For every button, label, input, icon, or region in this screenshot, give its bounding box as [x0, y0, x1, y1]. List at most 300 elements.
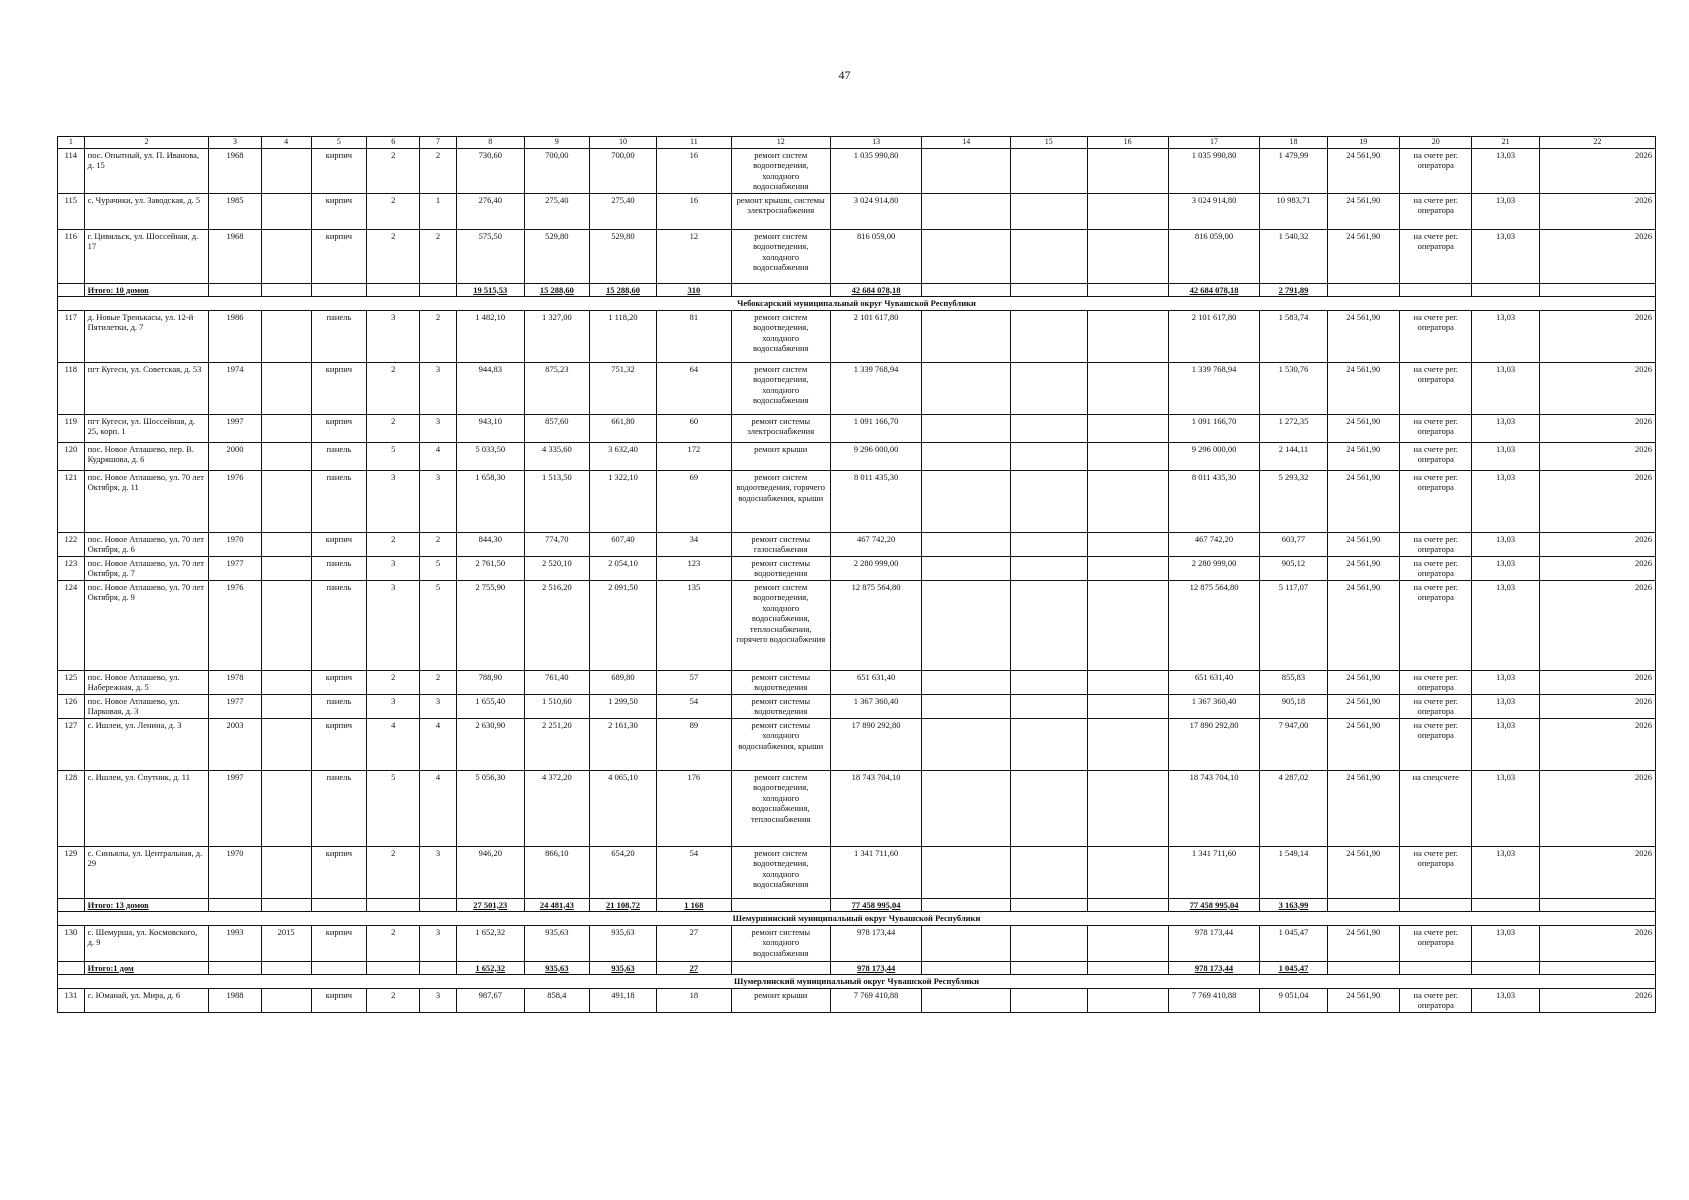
subtotal-cost-per-m2: 2 791,89 — [1260, 283, 1327, 297]
premises-area-cell: 1 510,60 — [524, 694, 589, 718]
col21-cell: 13,03 — [1472, 470, 1539, 532]
subtotal-cost-owners: 978 173,44 — [1168, 961, 1260, 975]
cost-per-m2-cell: 10 983,71 — [1260, 193, 1327, 229]
subtotal-blank — [209, 961, 261, 975]
cost-per-m2-cell: 1 272,35 — [1260, 414, 1327, 442]
year-renovated-cell — [261, 694, 311, 718]
district-section-row — [58, 297, 1656, 311]
col21-cell: 13,03 — [1472, 846, 1539, 898]
table-row — [58, 414, 1656, 442]
total-area-cell: 844,30 — [456, 532, 524, 556]
subtotal-blank — [1327, 898, 1399, 912]
subtotal-blank — [261, 961, 311, 975]
row-number: 114 — [58, 148, 85, 193]
subtotal-total-area: 19 515,53 — [456, 283, 524, 297]
address-cell: с. Ишлеи, ул. Спутник, д. 11 — [84, 770, 209, 846]
col21-cell: 13,03 — [1472, 925, 1539, 961]
residents-cell: 64 — [657, 362, 732, 414]
wall-material-cell: кирпич — [311, 148, 366, 193]
table-row — [58, 193, 1656, 229]
table-row — [58, 229, 1656, 283]
subtotal-blank — [367, 961, 420, 975]
subtotal-blank — [1472, 898, 1539, 912]
cost-local-cell — [1087, 362, 1168, 414]
table-row — [58, 670, 1656, 694]
floors-cell: 2 — [367, 362, 420, 414]
cost-federal-cell — [922, 310, 1010, 362]
address-cell: пос. Новое Атлашево, ул. 70 лет Октября, д. 9 — [84, 580, 209, 670]
cost-local-cell — [1087, 925, 1168, 961]
subtotal-label: Итого:1 дом — [84, 961, 209, 975]
subtotal-residents: 1 168 — [657, 898, 732, 912]
residents-cell: 16 — [657, 148, 732, 193]
col21-cell: 13,03 — [1472, 310, 1539, 362]
premises-area-cell: 2 251,20 — [524, 718, 589, 770]
limit-cost-cell: 24 561,90 — [1327, 362, 1399, 414]
cost-per-m2-cell: 855,83 — [1260, 670, 1327, 694]
cost-federal-cell — [922, 148, 1010, 193]
residents-cell: 57 — [657, 670, 732, 694]
wall-material-cell: панель — [311, 694, 366, 718]
fund-account-cell: на счете рег. оператора — [1400, 988, 1472, 1012]
cost-federal-cell — [922, 718, 1010, 770]
floors-cell: 2 — [367, 532, 420, 556]
fund-account-cell: на счете рег. оператора — [1400, 414, 1472, 442]
cost-regional-cell — [1010, 193, 1087, 229]
subtotal-total-area: 27 501,23 — [456, 898, 524, 912]
row-number: 118 — [58, 362, 85, 414]
fund-account-cell: на счете рег. оператора — [1400, 846, 1472, 898]
cost-owners-cell: 7 769 410,88 — [1168, 988, 1260, 1012]
residents-cell: 34 — [657, 532, 732, 556]
year-renovated-cell — [261, 229, 311, 283]
subtotal-blank — [311, 898, 366, 912]
total-area-cell: 2 630,90 — [456, 718, 524, 770]
work-type-cell: ремонт систем водоотведения, горячего водоснабжения, крыши — [731, 470, 830, 532]
premises-area-cell: 4 372,20 — [524, 770, 589, 846]
year-renovated-cell — [261, 470, 311, 532]
residents-cell: 54 — [657, 846, 732, 898]
cost-total-cell: 18 743 704,10 — [830, 770, 922, 846]
residential-area-cell: 661,80 — [589, 414, 656, 442]
table-row — [58, 925, 1656, 961]
floors-cell: 3 — [367, 580, 420, 670]
cost-local-cell — [1087, 580, 1168, 670]
subtotal-blank — [1010, 961, 1087, 975]
residential-area-cell: 700,00 — [589, 148, 656, 193]
subtotal-blank — [209, 898, 261, 912]
completion-year-cell: 2026 — [1539, 470, 1655, 532]
cost-per-m2-cell: 1 583,74 — [1260, 310, 1327, 362]
col21-cell: 13,03 — [1472, 229, 1539, 283]
cost-total-cell: 1 341 711,60 — [830, 846, 922, 898]
subtotal-blank — [1472, 961, 1539, 975]
subtotal-blank — [1087, 283, 1168, 297]
year-built-cell: 1985 — [209, 193, 261, 229]
address-cell: с. Юманай, ул. Мира, д. 6 — [84, 988, 209, 1012]
premises-area-cell: 529,80 — [524, 229, 589, 283]
address-cell: г. Цивильск, ул. Шоссейная, д. 17 — [84, 229, 209, 283]
year-renovated-cell — [261, 556, 311, 580]
row-number: 116 — [58, 229, 85, 283]
cost-total-cell: 1 339 768,94 — [830, 362, 922, 414]
address-cell: пос. Новое Атлашево, ул. 70 лет Октября, д. 7 — [84, 556, 209, 580]
entrances-cell: 3 — [420, 362, 456, 414]
subtotal-blank — [1400, 283, 1472, 297]
year-built-cell: 2003 — [209, 718, 261, 770]
year-built-cell: 1988 — [209, 988, 261, 1012]
subtotal-label: Итого: 13 домов — [84, 898, 209, 912]
cost-federal-cell — [922, 580, 1010, 670]
cost-local-cell — [1087, 770, 1168, 846]
column-number-17: 17 — [1168, 137, 1260, 149]
subtotal-blank — [1327, 283, 1399, 297]
limit-cost-cell: 24 561,90 — [1327, 193, 1399, 229]
table-row — [58, 442, 1656, 470]
residential-area-cell: 607,40 — [589, 532, 656, 556]
limit-cost-cell: 24 561,90 — [1327, 532, 1399, 556]
subtotal-blank — [1539, 961, 1655, 975]
year-built-cell: 2000 — [209, 442, 261, 470]
total-area-cell: 1 482,10 — [456, 310, 524, 362]
cost-owners-cell: 1 341 711,60 — [1168, 846, 1260, 898]
limit-cost-cell: 24 561,90 — [1327, 148, 1399, 193]
residential-area-cell: 751,32 — [589, 362, 656, 414]
cost-regional-cell — [1010, 718, 1087, 770]
col21-cell: 13,03 — [1472, 193, 1539, 229]
cost-owners-cell: 3 024 914,80 — [1168, 193, 1260, 229]
work-type-cell: ремонт системы водоотведения — [731, 694, 830, 718]
subtotal-blank — [1010, 283, 1087, 297]
floors-cell: 3 — [367, 694, 420, 718]
address-cell: пгт Кугеси, ул. Советская, д. 53 — [84, 362, 209, 414]
cost-regional-cell — [1010, 310, 1087, 362]
fund-account-cell: на счете рег. оператора — [1400, 470, 1472, 532]
year-renovated-cell — [261, 310, 311, 362]
premises-area-cell: 4 335,60 — [524, 442, 589, 470]
year-renovated-cell — [261, 770, 311, 846]
subtotal-blank — [58, 898, 85, 912]
column-number-12: 12 — [731, 137, 830, 149]
limit-cost-cell: 24 561,90 — [1327, 670, 1399, 694]
column-number-19: 19 — [1327, 137, 1399, 149]
column-number-15: 15 — [1010, 137, 1087, 149]
cost-federal-cell — [922, 229, 1010, 283]
cost-local-cell — [1087, 470, 1168, 532]
total-area-cell: 788,90 — [456, 670, 524, 694]
subtotal-premises-area: 15 288,60 — [524, 283, 589, 297]
cost-owners-cell: 1 035 990,80 — [1168, 148, 1260, 193]
wall-material-cell: кирпич — [311, 229, 366, 283]
work-type-cell: ремонт системы электроснабжения — [731, 414, 830, 442]
cost-federal-cell — [922, 770, 1010, 846]
premises-area-cell: 774,70 — [524, 532, 589, 556]
row-number: 121 — [58, 470, 85, 532]
limit-cost-cell: 24 561,90 — [1327, 694, 1399, 718]
subtotal-premises-area: 24 481,43 — [524, 898, 589, 912]
cost-owners-cell: 816 059,00 — [1168, 229, 1260, 283]
cost-local-cell — [1087, 229, 1168, 283]
cost-owners-cell: 12 875 564,80 — [1168, 580, 1260, 670]
subtotal-residential-area: 15 288,60 — [589, 283, 656, 297]
entrances-cell: 3 — [420, 470, 456, 532]
year-built-cell: 1968 — [209, 148, 261, 193]
floors-cell: 5 — [367, 770, 420, 846]
cost-local-cell — [1087, 532, 1168, 556]
residential-area-cell: 2 054,10 — [589, 556, 656, 580]
cost-regional-cell — [1010, 670, 1087, 694]
entrances-cell: 2 — [420, 532, 456, 556]
column-number-3: 3 — [209, 137, 261, 149]
floors-cell: 3 — [367, 310, 420, 362]
year-renovated-cell — [261, 532, 311, 556]
premises-area-cell: 935,63 — [524, 925, 589, 961]
fund-account-cell: на счете рег. оператора — [1400, 580, 1472, 670]
cost-local-cell — [1087, 694, 1168, 718]
subtotal-cost-per-m2: 3 163,99 — [1260, 898, 1327, 912]
subtotal-blank — [261, 898, 311, 912]
subtotal-blank — [311, 283, 366, 297]
subtotal-blank — [1539, 898, 1655, 912]
cost-regional-cell — [1010, 442, 1087, 470]
total-area-cell: 575,50 — [456, 229, 524, 283]
work-type-cell: ремонт крыши — [731, 442, 830, 470]
residential-area-cell: 1 299,50 — [589, 694, 656, 718]
subtotal-blank — [1327, 961, 1399, 975]
cost-local-cell — [1087, 442, 1168, 470]
residents-cell: 81 — [657, 310, 732, 362]
completion-year-cell: 2026 — [1539, 580, 1655, 670]
row-number: 128 — [58, 770, 85, 846]
floors-cell: 2 — [367, 846, 420, 898]
cost-regional-cell — [1010, 414, 1087, 442]
year-renovated-cell — [261, 414, 311, 442]
residents-cell: 89 — [657, 718, 732, 770]
subtotal-cost: 42 684 078,18 — [830, 283, 922, 297]
cost-federal-cell — [922, 442, 1010, 470]
district-section-row — [58, 975, 1656, 989]
subtotal-blank — [1087, 898, 1168, 912]
cost-total-cell: 1 091 166,70 — [830, 414, 922, 442]
subtotal-label: Итого: 10 домов — [84, 283, 209, 297]
fund-account-cell: на счете рег. оператора — [1400, 532, 1472, 556]
year-built-cell: 1997 — [209, 770, 261, 846]
row-number: 130 — [58, 925, 85, 961]
subtotal-cost: 978 173,44 — [830, 961, 922, 975]
cost-per-m2-cell: 9 051,04 — [1260, 988, 1327, 1012]
year-built-cell: 1978 — [209, 670, 261, 694]
premises-area-cell: 875,23 — [524, 362, 589, 414]
fund-account-cell: на счете рег. оператора — [1400, 193, 1472, 229]
cost-owners-cell: 9 296 000,00 — [1168, 442, 1260, 470]
subtotal-blank — [420, 961, 456, 975]
cost-federal-cell — [922, 988, 1010, 1012]
year-built-cell: 1986 — [209, 310, 261, 362]
cost-local-cell — [1087, 556, 1168, 580]
year-built-cell: 1997 — [209, 414, 261, 442]
table-body — [58, 137, 1656, 1013]
subtotal-row — [58, 283, 1656, 297]
completion-year-cell: 2026 — [1539, 229, 1655, 283]
cost-per-m2-cell: 1 045,47 — [1260, 925, 1327, 961]
subtotal-blank — [1472, 283, 1539, 297]
cost-per-m2-cell: 905,18 — [1260, 694, 1327, 718]
cost-owners-cell: 978 173,44 — [1168, 925, 1260, 961]
residents-cell: 69 — [657, 470, 732, 532]
cost-per-m2-cell: 1 540,32 — [1260, 229, 1327, 283]
completion-year-cell: 2026 — [1539, 414, 1655, 442]
cost-owners-cell: 18 743 704,10 — [1168, 770, 1260, 846]
cost-federal-cell — [922, 670, 1010, 694]
cost-regional-cell — [1010, 694, 1087, 718]
completion-year-cell: 2026 — [1539, 925, 1655, 961]
address-cell: пос. Новое Атлашево, пер. В. Кудряшова, д. 6 — [84, 442, 209, 470]
cost-total-cell: 9 296 000,00 — [830, 442, 922, 470]
limit-cost-cell: 24 561,90 — [1327, 442, 1399, 470]
cost-owners-cell: 651 631,40 — [1168, 670, 1260, 694]
wall-material-cell: кирпич — [311, 846, 366, 898]
cost-local-cell — [1087, 310, 1168, 362]
cost-regional-cell — [1010, 556, 1087, 580]
entrances-cell: 1 — [420, 193, 456, 229]
row-number: 117 — [58, 310, 85, 362]
district-section-row — [58, 912, 1656, 926]
cost-total-cell: 2 280 999,00 — [830, 556, 922, 580]
subtotal-blank — [1087, 961, 1168, 975]
year-renovated-cell — [261, 193, 311, 229]
completion-year-cell: 2026 — [1539, 310, 1655, 362]
col21-cell: 13,03 — [1472, 532, 1539, 556]
row-number: 122 — [58, 532, 85, 556]
address-cell: пгт Кугеси, ул. Шоссейная, д. 25, корп. 1 — [84, 414, 209, 442]
table-row — [58, 362, 1656, 414]
cost-total-cell: 1 367 360,40 — [830, 694, 922, 718]
cost-per-m2-cell: 7 947,00 — [1260, 718, 1327, 770]
fund-account-cell: на счете рег. оператора — [1400, 670, 1472, 694]
entrances-cell: 3 — [420, 988, 456, 1012]
entrances-cell: 5 — [420, 580, 456, 670]
year-built-cell: 1976 — [209, 580, 261, 670]
limit-cost-cell: 24 561,90 — [1327, 770, 1399, 846]
column-number-row — [58, 137, 1656, 149]
cost-total-cell: 7 769 410,88 — [830, 988, 922, 1012]
cost-per-m2-cell: 905,12 — [1260, 556, 1327, 580]
column-number-2: 2 — [84, 137, 209, 149]
wall-material-cell: кирпич — [311, 925, 366, 961]
table-row — [58, 470, 1656, 532]
entrances-cell: 2 — [420, 229, 456, 283]
premises-area-cell: 761,40 — [524, 670, 589, 694]
wall-material-cell: панель — [311, 770, 366, 846]
col21-cell: 13,03 — [1472, 718, 1539, 770]
cost-per-m2-cell: 603,77 — [1260, 532, 1327, 556]
completion-year-cell: 2026 — [1539, 362, 1655, 414]
address-cell: с. Ишлеи, ул. Ленина, д. 3 — [84, 718, 209, 770]
wall-material-cell: панель — [311, 556, 366, 580]
cost-federal-cell — [922, 925, 1010, 961]
entrances-cell: 5 — [420, 556, 456, 580]
fund-account-cell: на счете рег. оператора — [1400, 556, 1472, 580]
row-number: 126 — [58, 694, 85, 718]
cost-local-cell — [1087, 988, 1168, 1012]
fund-account-cell: на счете рег. оператора — [1400, 148, 1472, 193]
address-cell: пос. Опытный, ул. П. Иванова, д. 15 — [84, 148, 209, 193]
address-cell: с. Чурачики, ул. Заводская, д. 5 — [84, 193, 209, 229]
floors-cell: 2 — [367, 925, 420, 961]
column-number-22: 22 — [1539, 137, 1655, 149]
residents-cell: 123 — [657, 556, 732, 580]
work-type-cell: ремонт систем водоотведения, холодного водоснабжения — [731, 229, 830, 283]
subtotal-residents: 27 — [657, 961, 732, 975]
page-number: 47 — [838, 68, 851, 82]
column-number-16: 16 — [1087, 137, 1168, 149]
row-number: 123 — [58, 556, 85, 580]
subtotal-blank — [367, 898, 420, 912]
subtotal-blank — [420, 898, 456, 912]
fund-account-cell: на счете рег. оператора — [1400, 718, 1472, 770]
row-number: 115 — [58, 193, 85, 229]
work-type-cell: ремонт систем водоотведения, холодного водоснабжения, теплоснабжения — [731, 770, 830, 846]
entrances-cell: 3 — [420, 925, 456, 961]
completion-year-cell: 2026 — [1539, 556, 1655, 580]
subtotal-blank — [58, 961, 85, 975]
work-type-cell: ремонт систем водоотведения, холодного водоснабжения — [731, 846, 830, 898]
floors-cell: 2 — [367, 414, 420, 442]
col21-cell: 13,03 — [1472, 580, 1539, 670]
premises-area-cell: 858,4 — [524, 988, 589, 1012]
total-area-cell: 946,20 — [456, 846, 524, 898]
limit-cost-cell: 24 561,90 — [1327, 229, 1399, 283]
cost-local-cell — [1087, 718, 1168, 770]
address-cell: с. Шемурша, ул. Космовского, д. 9 — [84, 925, 209, 961]
residents-cell: 60 — [657, 414, 732, 442]
year-built-cell: 1970 — [209, 532, 261, 556]
total-area-cell: 943,10 — [456, 414, 524, 442]
floors-cell: 3 — [367, 556, 420, 580]
residential-area-cell: 2 161,30 — [589, 718, 656, 770]
cost-total-cell: 2 101 617,80 — [830, 310, 922, 362]
fund-account-cell: на счете рег. оператора — [1400, 925, 1472, 961]
row-number: 125 — [58, 670, 85, 694]
year-renovated-cell — [261, 988, 311, 1012]
residents-cell: 176 — [657, 770, 732, 846]
cost-local-cell — [1087, 193, 1168, 229]
table-row — [58, 532, 1656, 556]
col21-cell: 13,03 — [1472, 362, 1539, 414]
limit-cost-cell: 24 561,90 — [1327, 925, 1399, 961]
year-built-cell: 1970 — [209, 846, 261, 898]
row-number: 120 — [58, 442, 85, 470]
completion-year-cell: 2026 — [1539, 846, 1655, 898]
subtotal-blank — [922, 961, 1010, 975]
premises-area-cell: 1 513,50 — [524, 470, 589, 532]
cost-federal-cell — [922, 532, 1010, 556]
column-number-5: 5 — [311, 137, 366, 149]
column-number-21: 21 — [1472, 137, 1539, 149]
work-type-cell: ремонт систем водоотведения, холодного водоснабжения — [731, 362, 830, 414]
subtotal-blank — [1400, 898, 1472, 912]
floors-cell: 4 — [367, 718, 420, 770]
completion-year-cell: 2026 — [1539, 148, 1655, 193]
cost-regional-cell — [1010, 770, 1087, 846]
residents-cell: 16 — [657, 193, 732, 229]
district-section-title: Шумерлинский муниципальный округ Чувашской Республики — [58, 975, 1656, 989]
table-row — [58, 694, 1656, 718]
limit-cost-cell: 24 561,90 — [1327, 470, 1399, 532]
work-type-cell: ремонт системы водоотведения — [731, 670, 830, 694]
cost-total-cell: 978 173,44 — [830, 925, 922, 961]
completion-year-cell: 2026 — [1539, 988, 1655, 1012]
